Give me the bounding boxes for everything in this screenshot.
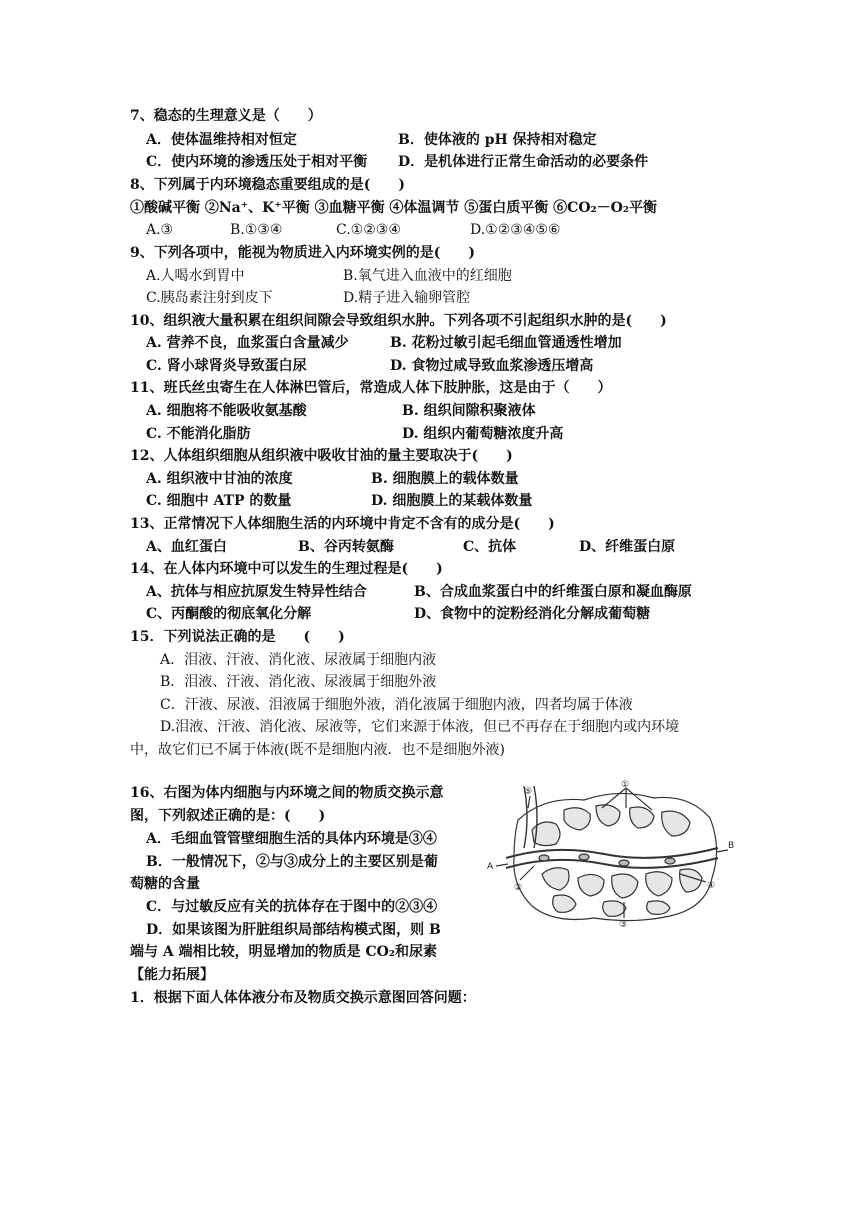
q15-stem: 15．下列说法正确的是 ( ) (130, 629, 345, 645)
cell (646, 872, 672, 896)
cell (578, 874, 604, 896)
q15-option-a: A．泪液、汗液、消化液、尿液属于细胞内液 (160, 652, 437, 668)
q15-option-d-line2: 中，故它们已不属于体液(既不是细胞内液．也不是细胞外液) (130, 742, 505, 758)
cell (662, 811, 690, 836)
q16-stem-line1: 16、右图为体内细胞与内环境之间的物质交换示意 (130, 785, 444, 801)
label-1: ① (621, 780, 630, 790)
q9-stem: 9、下列各项中，能视为物质进入内环境实例的是( ) (130, 245, 475, 261)
q11-option-c: C. 不能消化脂肪 (146, 426, 251, 442)
cell (603, 901, 626, 916)
label-4: ④ (707, 881, 716, 891)
pointer-2 (520, 866, 534, 880)
q13-option-c: C、抗体 (463, 539, 517, 555)
q13-option-d: D、纤维蛋白原 (579, 539, 676, 555)
q13-option-a: A、血红蛋白 (146, 539, 227, 555)
arrow-a (496, 864, 508, 866)
q12-stem: 12、人体组织细胞从组织液中吸收甘油的量主要取决于( ) (130, 448, 513, 464)
q9-option-d: D.精子进入输卵管腔 (343, 290, 471, 306)
cell (630, 807, 654, 828)
q7-option-b: B．使体液的 pH 保持相对稳定 (398, 132, 597, 148)
arrow-b (716, 850, 728, 852)
q8-option-a: A.③ (146, 222, 174, 238)
q14-option-c: C、丙酮酸的彻底氧化分解 (146, 606, 312, 622)
q11-option-a: A. 细胞将不能吸收氨基酸 (146, 403, 307, 419)
label-2: ② (514, 883, 523, 893)
q11-stem: 11、班氏丝虫寄生在人体淋巴管后，常造成人体下肢肿胀，这是由于（ ） (130, 380, 612, 396)
blood-cell (665, 858, 675, 864)
q12-option-b: B. 细胞膜上的载体数量 (371, 471, 519, 487)
q8-option-b: B.①③④ (230, 222, 283, 238)
section-question-1: 1．根据下面人体体液分布及物质交换示意图回答问题： (130, 990, 476, 1006)
q12-option-c: C. 细胞中 ATP 的数量 (146, 493, 292, 509)
q10-option-b: B. 花粉过敏引起毛细血管通透性增加 (390, 335, 622, 351)
q10-option-d: D. 食物过咸导致血浆渗透压增高 (390, 358, 594, 374)
cell (647, 901, 670, 915)
q16-stem-line2: 图，下列叙述正确的是：( ) (130, 808, 326, 824)
q13-option-b: B、谷丙转氨酶 (298, 539, 394, 555)
q10-option-a: A. 营养不良，血浆蛋白含量减少 (146, 335, 349, 351)
q15-option-d-line1: D.泪液、汗液、消化液、尿液等，它们来源于体液，但已不再存在于细胞内或内环境 (160, 719, 680, 735)
section-title: 【能力拓展】 (130, 967, 214, 983)
q14-stem: 14、在人体内环境中可以发生的生理过程是( ) (130, 561, 443, 577)
q10-option-c: C. 肾小球肾炎导致蛋白尿 (146, 358, 307, 374)
q12-option-d: D. 细胞膜上的某载体数量 (371, 493, 533, 509)
blood-cell (539, 855, 549, 861)
q8-option-d: D.①②③④⑤⑥ (470, 222, 561, 238)
q7-stem: 7、稳态的生理意义是（ ） (130, 108, 322, 124)
q14-option-d: D、食物中的淀粉经消化分解成葡萄糖 (414, 606, 651, 622)
q14-option-b: B、合成血浆蛋白中的纤维蛋白原和凝血酶原 (414, 584, 692, 600)
q8-items: ①酸碱平衡 ②Na⁺、K⁺平衡 ③血糖平衡 ④体温调节 ⑤蛋白质平衡 ⑥CO₂－O₂平衡 (130, 200, 657, 216)
q9-option-a: A.人喝水到胃中 (146, 268, 245, 284)
q8-stem: 8、下列属于内环境稳态重要组成的是( ) (130, 177, 405, 193)
label-a: A (487, 862, 494, 872)
q15-option-c: C．汗液、尿液、泪液属于细胞外液，消化液属于细胞内液，四者均属于体液 (160, 697, 633, 713)
q11-option-b: B. 组织间隙积聚液体 (402, 403, 536, 419)
cell (612, 874, 638, 898)
q8-option-c: C.①②③④ (336, 222, 401, 238)
q7-option-c: C．使内环境的渗透压处于相对平衡 (146, 154, 368, 170)
q12-option-a: A. 组织液中甘油的浓度 (146, 471, 293, 487)
label-b: B (728, 841, 735, 851)
pointer-1 (602, 788, 626, 808)
q16-option-d-line1: D．如果该图为肝脏组织局部结构模式图，则 B (146, 922, 441, 938)
blood-cell (579, 854, 589, 860)
tissue-exchange-diagram (484, 778, 736, 928)
q11-option-d: D. 组织内葡萄糖浓度升高 (402, 426, 564, 442)
q7-option-a: A．使体温维持相对恒定 (146, 132, 297, 148)
q9-option-c: C.胰岛素注射到皮下 (146, 290, 273, 306)
capillary (506, 858, 718, 868)
q16-option-d-line2: 端与 A 端相比较，明显增加的物质是 CO₂和尿素 (130, 944, 437, 960)
q7-option-d: D．是机体进行正常生命活动的必要条件 (398, 154, 649, 170)
capillary (506, 848, 718, 858)
label-3: ③ (619, 920, 628, 928)
cell (680, 869, 702, 892)
cell (596, 805, 620, 826)
q14-option-a: A、抗体与相应抗原发生特异性结合 (146, 584, 367, 600)
q16-option-a: A．毛细血管管壁细胞生活的具体内环境是③④ (146, 831, 437, 847)
q16-option-c: C．与过敏反应有关的抗体存在于图中的②③④ (146, 899, 438, 915)
cell (553, 895, 576, 912)
q13-stem: 13、正常情况下人体细胞生活的内环境中肯定不含有的成分是( ) (130, 516, 555, 532)
q10-stem: 10、组织液大量积累在组织间隙会导致组织水肿。下列各项不引起组织水肿的是( ) (130, 313, 667, 329)
label-5: ⑤ (524, 787, 533, 797)
q16-option-b-line2: 萄糖的含量 (130, 876, 200, 892)
q15-option-b: B．泪液、汗液、消化液、尿液属于细胞外液 (160, 674, 437, 690)
cell (542, 868, 569, 890)
cell (564, 808, 590, 830)
pointer-5 (528, 796, 530, 808)
q16-option-b-line1: B．一般情况下，②与③成分上的主要区别是葡 (146, 854, 438, 870)
q9-option-b: B.氧气进入血液中的红细胞 (343, 268, 512, 284)
blood-cell (619, 860, 629, 866)
